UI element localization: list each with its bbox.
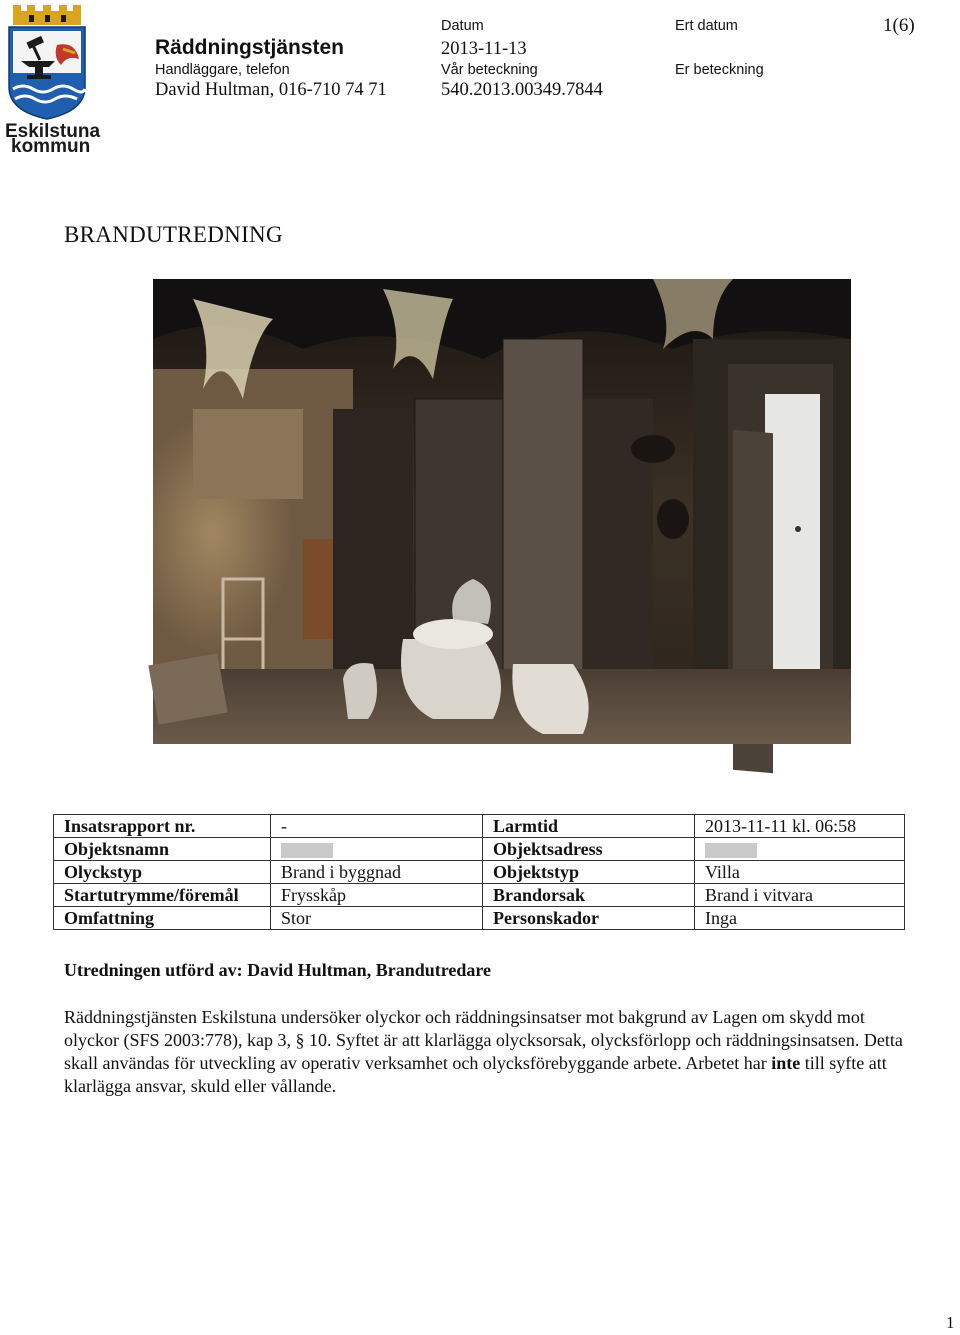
key-report-number: Insatsrapport nr. [54, 815, 271, 838]
value-object-address [695, 838, 905, 861]
paragraph-text: Räddningstjänsten Eskilstuna undersöker olyckor och räddningsinsatser mot bakgrund av Lagen om skydd mot olyckor (SFS 2003:778), kap 3, § 10. Syftet är att klarlägga olycksorsak, olycksförlopp och räddningsinsatsen. Detta skall användas för utveckling av operativ verksamhet och olycksförebyggande arbete. Arbetet har [64, 1007, 903, 1073]
key-object-address: Objektsadress [483, 838, 695, 861]
handler-label: Handläggare, telefon [155, 62, 290, 78]
value-start-location: Frysskåp [271, 884, 483, 907]
paragraph-bold-word: inte [771, 1053, 801, 1073]
table-row [54, 838, 905, 861]
value-extent: Stor [271, 907, 483, 930]
your-date-label: Ert datum [675, 18, 738, 34]
value-report-number: - [271, 815, 483, 838]
value-object-name [271, 838, 483, 861]
your-ref-label: Er beteckning [675, 62, 764, 78]
paragraph-text-end: till syfte att klarlägga ansvar, skuld eller vållande. [64, 1053, 887, 1096]
key-alarm-time: Larmtid [483, 815, 695, 838]
purpose-paragraph [64, 1006, 904, 1098]
investigator-line: Utredningen utförd av: David Hultman, Brandutredare [64, 960, 492, 980]
key-injuries: Personskador [483, 907, 695, 930]
eskilstuna-logo [5, 5, 101, 157]
redaction-box [281, 843, 333, 858]
value-alarm-time: 2013-11-11 kl. 06:58 [695, 815, 905, 838]
our-ref-label: Vår beteckning [441, 62, 538, 78]
value-injuries: Inga [695, 907, 905, 930]
key-start-location: Startutrymme/föremål [54, 884, 271, 907]
key-accident-type: Olyckstyp [54, 861, 271, 884]
table-row [54, 815, 905, 838]
logo-text-line1: Eskilstuna [5, 121, 101, 142]
value-object-type: Villa [695, 861, 905, 884]
logo-text-line2: kommun [11, 136, 91, 157]
key-extent: Omfattning [54, 907, 271, 930]
coat-of-arms-icon [5, 5, 101, 157]
key-object-name: Objektsnamn [54, 838, 271, 861]
org-name: Räddningstjänsten [155, 36, 345, 59]
document-title: BRANDUTREDNING [64, 222, 283, 247]
table-row [54, 907, 905, 930]
key-object-type: Objektstyp [483, 861, 695, 884]
handler-value: David Hultman, 016-710 74 71 [155, 80, 387, 100]
date-label: Datum [441, 18, 484, 34]
date-value: 2013-11-13 [441, 39, 527, 59]
page-indicator: 1(6) [883, 15, 915, 36]
incident-info-table [53, 814, 905, 930]
table-row [54, 884, 905, 907]
value-accident-type: Brand i byggnad [271, 861, 483, 884]
table-row [54, 861, 905, 884]
value-fire-cause: Brand i vitvara [695, 884, 905, 907]
fire-damage-photo [153, 279, 851, 744]
footer-page-number: 1 [946, 1313, 955, 1332]
redaction-box [705, 843, 757, 858]
key-fire-cause: Brandorsak [483, 884, 695, 907]
our-ref-value: 540.2013.00349.7844 [441, 80, 603, 100]
